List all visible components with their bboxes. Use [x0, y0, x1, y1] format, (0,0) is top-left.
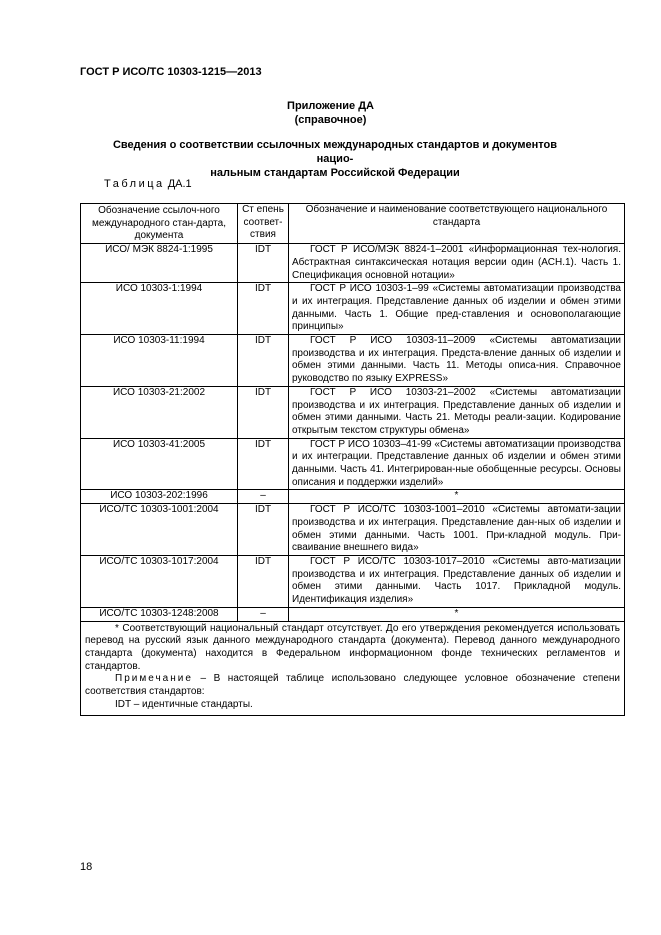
row-national-standard: ГОСТ Р ИСО 10303-11–2009 «Системы автоматизации производства и их интеграция. Предста-вление данных об изделии и обмен этими данными. Часть 11. Методы описа-ния. Справочное руководство по языку EXPRESS» [289, 335, 625, 387]
row-degree: IDT [238, 335, 289, 387]
note-label: Примечание [115, 673, 193, 685]
row-national-standard: ГОСТ Р ИСО/МЭК 8824-1–2001 «Информационная тех-нология. Абстрактная синтаксическая нотация версии один (АСН.1). Часть 1. Спецификация основной нотации» [289, 244, 625, 283]
annex-heading-line1: Сведения о соответствии ссылочных международных стандартов и документов нацио- [112, 139, 558, 165]
row-international-ref: ИСО 10303-202:1996 [81, 490, 238, 504]
row-national-standard: ГОСТ Р ИСО/ТС 10303-1001–2010 «Системы автомати-зации производства и их интеграция. Представление дан-ных об изделии и обмен этими данными. Часть 1001. При-кладной модуль. При-сваивание внешнего вида» [289, 504, 625, 556]
document-header-code: ГОСТ Р ИСО/ТС 10303-1215—2013 [80, 66, 262, 78]
annex-heading [100, 138, 570, 180]
annex-subtitle: (справочное) [294, 114, 367, 126]
row-national-standard: ГОСТ Р ИСО/ТС 10303-1017–2010 «Системы авто-матизации производства и их интеграция. Представление данных об изделии и обмен этими данными. Часть 1017. Прикладной модуль. Идентификация изделия» [289, 555, 625, 607]
row-degree: IDT [238, 438, 289, 490]
row-national-standard: ГОСТ Р ИСО 10303-21–2002 «Системы автоматизации производства и их интеграция. Представление данных об изделии и обмен этими данными. Часть 21. Методы реали-зации. Кодирование открытым текстом структуры обмена» [289, 386, 625, 438]
row-international-ref: ИСО/ТС 10303-1017:2004 [81, 555, 238, 607]
table-row [81, 490, 625, 504]
table-row [81, 438, 625, 490]
row-international-ref: ИСО/ТС 10303-1001:2004 [81, 504, 238, 556]
table-row [81, 555, 625, 607]
row-national-standard: ГОСТ Р ИСО 10303-1–99 «Системы автоматизации производства и их интеграция. Представление данных об изделии и обмен этими данными. Часть 1. Общие пред-ставления и основополагающие принципы» [289, 283, 625, 335]
table-footnote-cell [81, 621, 625, 716]
row-international-ref: ИСО 10303-41:2005 [81, 438, 238, 490]
table-row [81, 335, 625, 387]
table-row [81, 504, 625, 556]
table-caption-word: Таблица [104, 178, 165, 190]
note-idt-definition: IDT – идентичные стандарты. [115, 698, 253, 710]
row-international-ref: ИСО 10303-1:1994 [81, 283, 238, 335]
row-degree: – [238, 490, 289, 504]
row-national-standard: ГОСТ Р ИСО 10303–41-99 «Системы автоматизации производства и их интеграции. Представление данных об изделии и обмен этими данными. Часть 41. Интегрирован-ные обобщенные ресурсы. Основы описания и поддержки изделий» [289, 438, 625, 490]
row-international-ref: ИСО 10303-21:2002 [81, 386, 238, 438]
table-caption-number: ДА.1 [167, 178, 192, 190]
footnote-text: * Соответствующий национальный стандарт отсутствует. До его утверждения рекомендуется использовать перевод на русский язык данного международного стандарта (документа). Перевод данного международного стандарта (документа) находится в Федеральном информационном фонде технических регламентов и стандартов. [85, 622, 620, 672]
page-number: 18 [80, 861, 93, 873]
row-degree: IDT [238, 283, 289, 335]
row-international-ref: ИСО/ МЭК 8824-1:1995 [81, 244, 238, 283]
row-degree: IDT [238, 555, 289, 607]
note-text: – В настоящей таблице использовано следующее условное обозначение степени соответствия стандартов: [85, 673, 620, 698]
table-row [81, 283, 625, 335]
table-row [81, 607, 625, 621]
table-header-row [81, 204, 625, 244]
annex-title: Приложение ДА [287, 100, 374, 112]
row-degree: – [238, 607, 289, 621]
correspondence-table [80, 203, 625, 716]
header-degree: Ст епень соответ-ствия [238, 204, 289, 244]
row-degree: IDT [238, 504, 289, 556]
row-degree: IDT [238, 244, 289, 283]
header-international-ref: Обозначение ссылоч-ного международного стан-дарта, документа [81, 204, 238, 244]
row-international-ref: ИСО/ТС 10303-1248:2008 [81, 607, 238, 621]
table-footnote-row [81, 621, 625, 716]
table-row [81, 244, 625, 283]
table-caption [104, 178, 192, 190]
row-international-ref: ИСО 10303-11:1994 [81, 335, 238, 387]
row-national-standard: * [289, 607, 625, 621]
header-national-standard: Обозначение и наименование соответствующего национального стандарта [289, 204, 625, 244]
note-paragraph [85, 673, 620, 698]
row-degree: IDT [238, 386, 289, 438]
row-national-standard: * [289, 490, 625, 504]
table-row [81, 386, 625, 438]
annex-heading-line2: нальным стандартам Российской Федерации [210, 167, 460, 179]
